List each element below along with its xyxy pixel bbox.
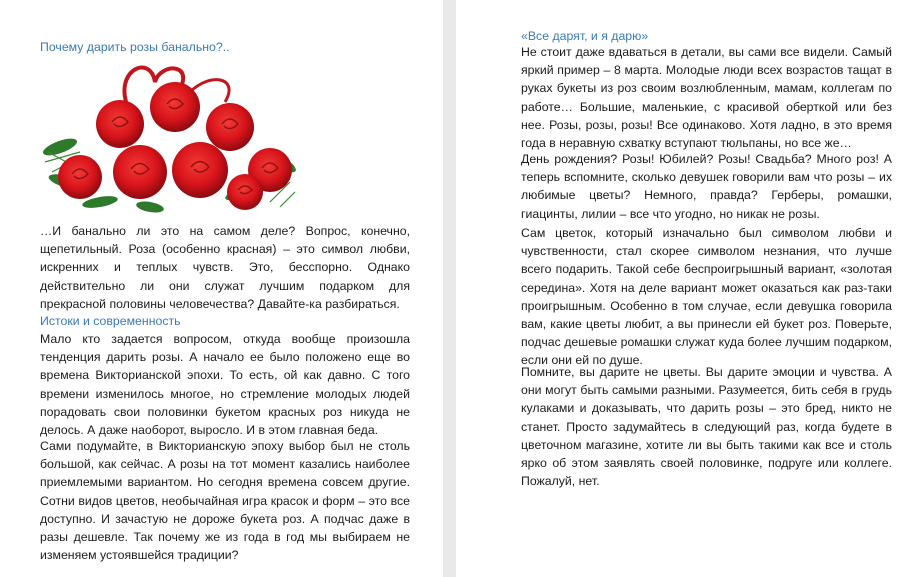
paragraph-birthday: День рождения? Розы! Юбилей? Розы! Свадьба? Много роз! А теперь вспомните, сколько девушек говорили вам что розы – их любимые цветы? Немного, правда? Герберы, ромашки, гиацинты, лилии – все что угодно, но никак не розы. <box>521 152 892 221</box>
document-page-left <box>0 0 443 577</box>
paragraph-march-8: Не стоит даже вдаваться в детали, вы сами все видели. Самый яркий пример – 8 марта. Молодые люди всех возрастов тащат в руках букеты из роз своим возлюбленным, мамам, коллегам по работе… Большие, маленькие, с красивой оберткой или без нее. Розы, розы, розы! Все одинаково. Хотя ладно, в это время года в неравную схватку вступают тюльпаны, но все же… <box>521 45 892 151</box>
paragraph-emotions: Помните, вы дарите не цветы. Вы дарите эмоции и чувства. А они могут быть самыми разными. Разумеется, бить себя в грудь кулаками и доказывать, что дарить розы – это бред, никто не станет. Просто задумайтесь в следующий раз, когда будете в цветочном магазине, хотите ли вы быть такими как все и столь ярко об этом заявлять своей половинке, подруге или коллеге. Пожалуй, нет. <box>521 365 892 489</box>
paragraph-origins: Мало кто задается вопросом, откуда вообще произошла тенденция дарить розы. А начало ее было положено еще во времена Викторианской эпохи. То есть, ой как давно. С того времени изменилось многое, но стремление молодых людей порадовать свои половинки букетом красных роз никуда не делось. А даже наоборот, выросло. И в этом главная беда. <box>40 332 410 438</box>
red-roses-bouquet-image <box>40 52 302 216</box>
paragraph-victorian: Сами подумайте, в Викторианскую эпоху выбор был не столь большой, как сейчас. А розы на тот момент казались наиболее приемлемыми вариантом. Но сегодня времена совсем другие. Сотни видов цветов, необычайная игра красок и форм – это все доступно. И зачастую не дороже букета роз. А подчас даже в разы дешевле. Так почему же из года в год мы выбираем не изменяем устоявшейся традиции? <box>40 439 410 563</box>
section-heading: Истоки и современность <box>40 314 181 328</box>
intro-paragraph: …И банально ли это на самом деле? Вопрос, конечно, щепетильный. Роза (особенно красная) – это символ любви, искренних и теплых чувств. Это, бесспорно. Однако действительно ли они служат лучшим подарком для прекрасной половины человечества? Давайте-ка разбираться. <box>40 224 410 311</box>
document-page-right <box>456 0 918 577</box>
section-heading-everyone-gives: «Все дарят, и я дарю» <box>521 29 649 43</box>
document-title: Почему дарить розы банально?.. <box>40 40 230 54</box>
paragraph-symbol: Сам цветок, который изначально был символом любви и чувственности, стал скорее символом незнания, что лучше всего подарить. Такой себе беспроигрышный вариант, «золотая середина». Хотя на деле вариант может оказаться как раз-таки проигрышным. Особенно в том случае, если девушка говорила вам, какие цветы любит, а вы принесли ей букет роз. Поверьте, подчас дешевые ромашки служат куда более лучшим подарком, если они ей по душе. <box>521 226 892 368</box>
